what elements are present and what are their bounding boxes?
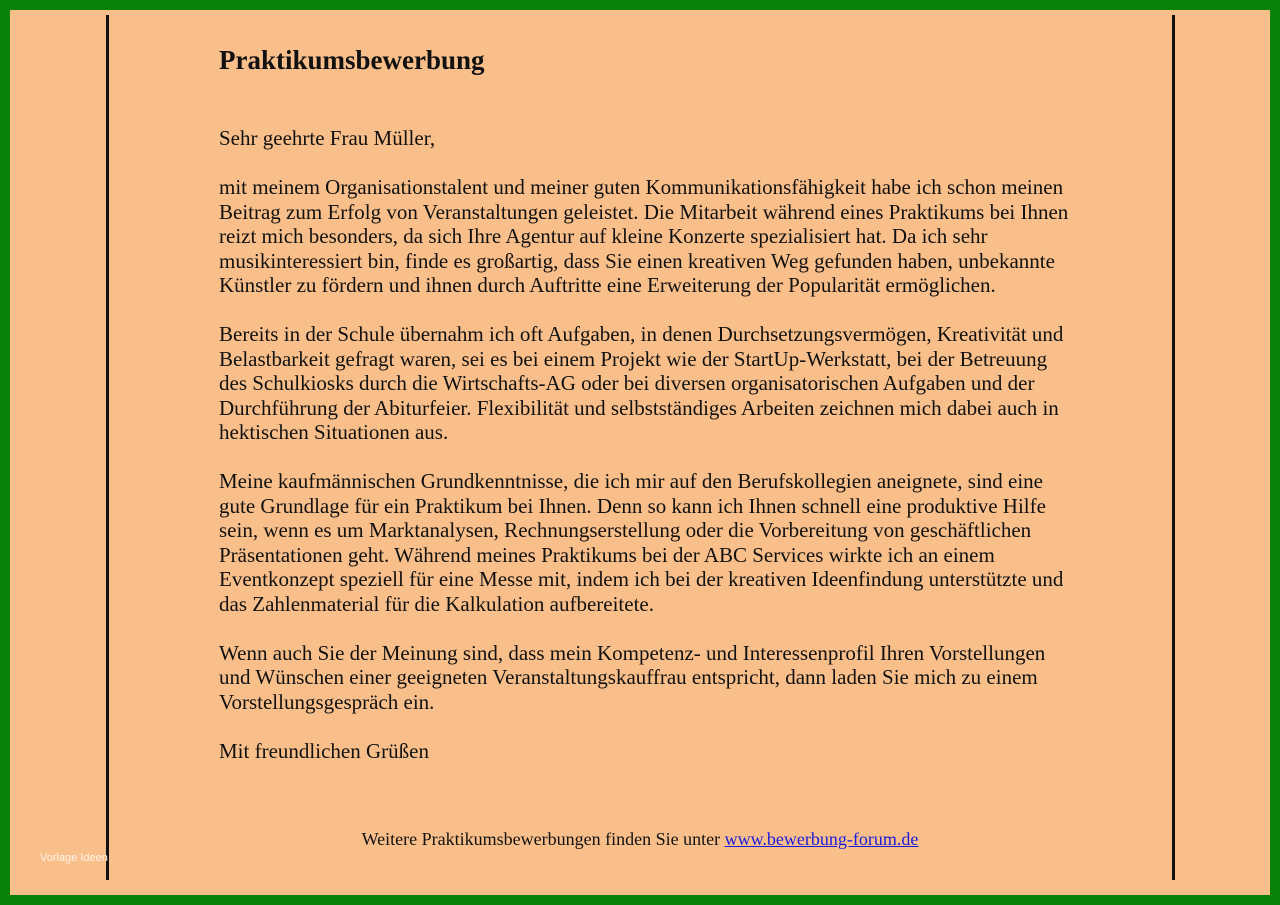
footer-text: Weitere Praktikumsbewerbungen finden Sie unter <box>361 829 725 849</box>
salutation: Sehr geehrte Frau Müller, <box>219 126 436 150</box>
watermark: Vorlage Ideen <box>40 852 108 864</box>
paragraph-4: Wenn auch Sie der Meinung sind, dass mein Kompetenz- und Interessenprofil Ihren Vorstellungen und Wünschen einer geeigneten Veranstaltungskauffrau entspricht, dann laden Sie mich zu einem Vorstellungsgespräch ein. <box>219 640 1046 714</box>
letter-body <box>219 40 1069 788</box>
letter-title: Praktikumsbewerbung <box>219 45 485 75</box>
left-vertical-rule <box>106 15 109 880</box>
letter-page <box>10 10 1270 895</box>
closing: Mit freundlichen Grüßen <box>219 738 429 763</box>
paragraph-1: mit meinem Organisationstalent und meiner guten Kommunikationsfähigkeit habe ich schon meinen Beitrag zum Erfolg von Veranstaltungen geleistet. Die Mitarbeit während eines Praktikums bei Ihnen reizt mich besonders, da sich Ihre Agentur auf kleine Konzerte spezialisiert hat. Da ich sehr musikinteressiert bin, finde es großartig, dass Sie einen kreativen Weg gefunden haben, unbekannte Künstler zu fördern und ihnen durch Auftritte eine Erweiterung der Popularität ermöglichen. <box>219 175 1069 297</box>
paragraph-2: Bereits in der Schule übernahm ich oft Aufgaben, in denen Durchsetzungsvermögen, Kreativität und Belastbarkeit gefragt waren, sei es bei einem Projekt wie der StartUp-Werkstatt, bei der Betreuung des Schulkiosks durch die Wirtschafts-AG oder bei diversen organisatorischen Aufgaben und der Durchführung der Abiturfeier. Flexibilität und selbstständiges Arbeiten zeichnen mich dabei auch in hektischen Situationen aus. <box>219 322 1064 444</box>
footer-note <box>10 829 1270 850</box>
footer-link[interactable]: www.bewerbung-forum.de <box>724 829 919 849</box>
right-vertical-rule <box>1172 15 1175 880</box>
paragraph-3: Meine kaufmännischen Grundkenntnisse, die ich mir auf den Berufskollegien aneignete, sind eine gute Grundlage für ein Praktikum bei Ihnen. Denn so kann ich Ihnen schnell eine produktive Hilfe sein, wenn es um Marktanalysen, Rechnungserstellung oder die Vorbereitung von geschäftlichen Präsentationen geht. Während meines Praktikums bei der ABC Services wirkte ich an einem Eventkonzept speziell für eine Messe mit, indem ich bei der kreativen Ideenfindung unterstützte und das Zahlenmaterial für die Kalkulation aufbereitete. <box>219 469 1064 616</box>
